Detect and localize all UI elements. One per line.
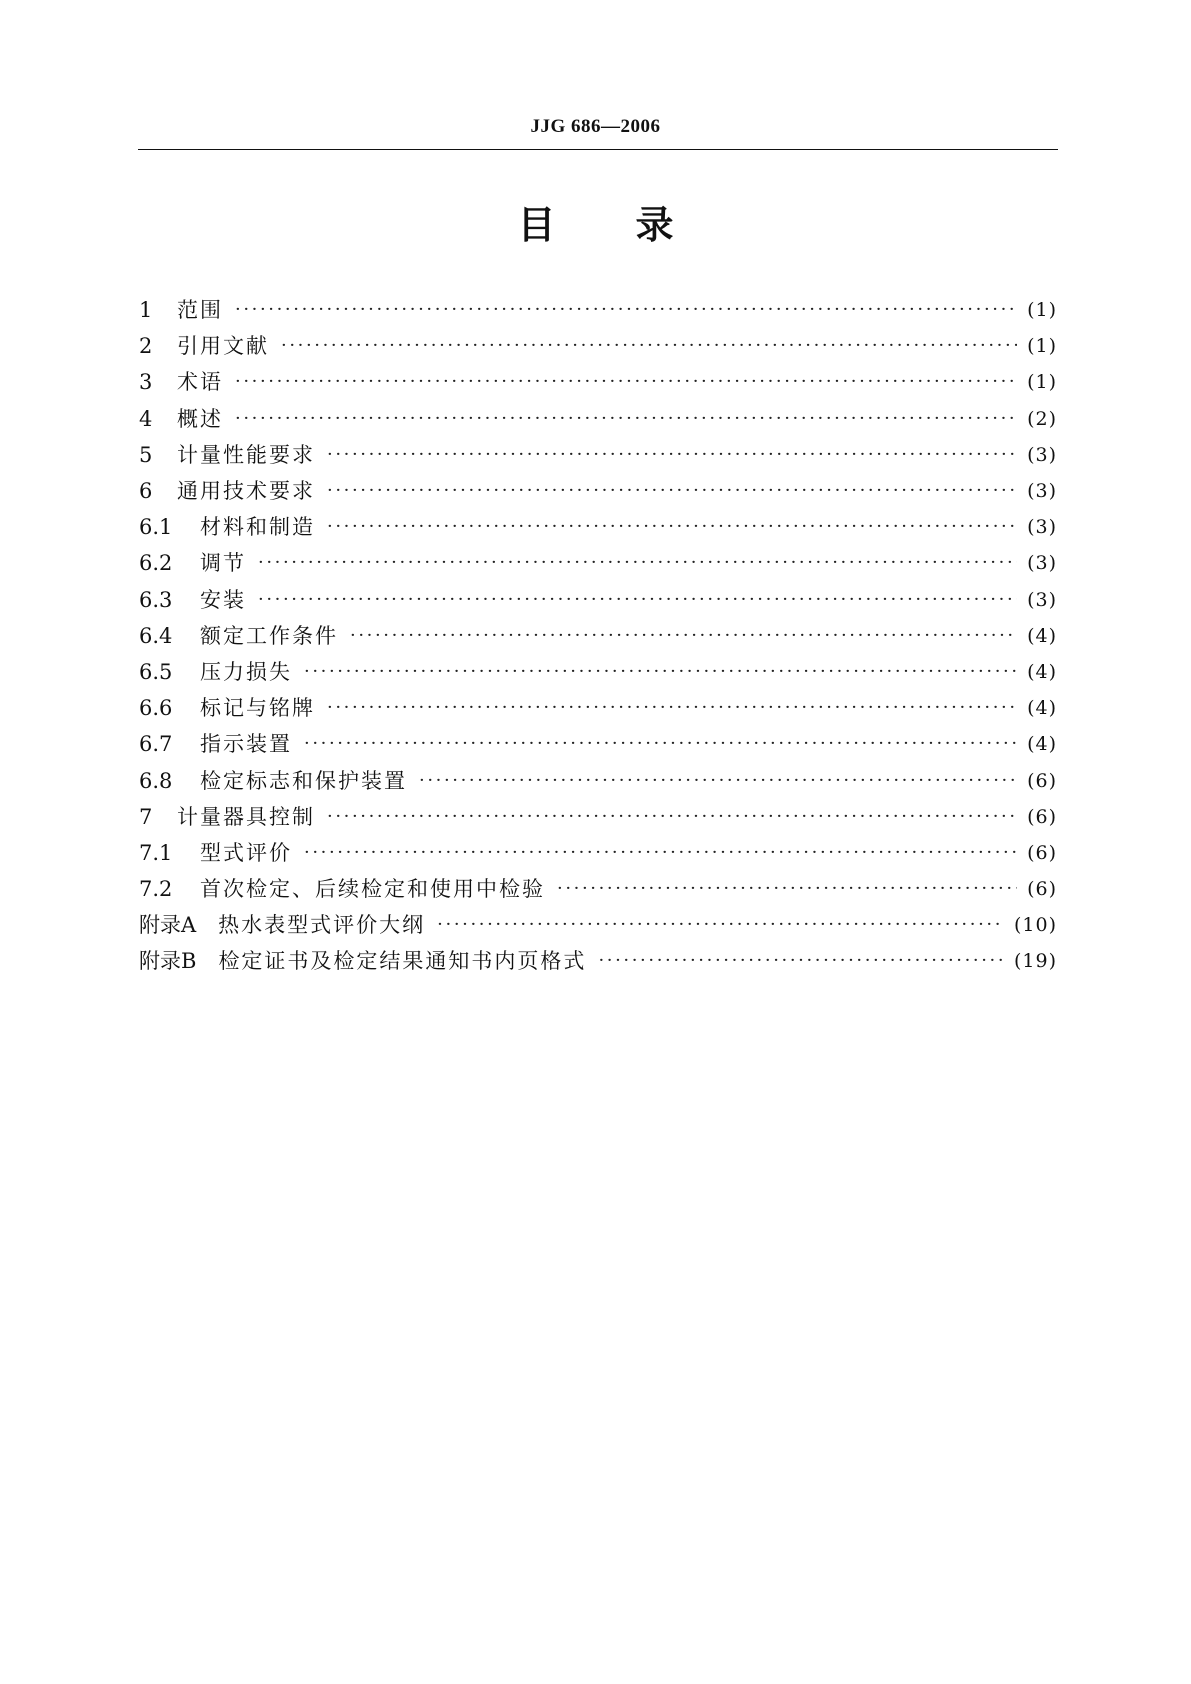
toc-leader-dots xyxy=(304,835,1017,871)
toc-number: 6.6 xyxy=(139,696,173,721)
toc-entry-6-2[interactable] xyxy=(139,545,1057,581)
toc-entry-6-1[interactable] xyxy=(139,509,1057,545)
toc-label: 计量性能要求 xyxy=(177,442,315,467)
toc-leader-dots xyxy=(598,943,1004,979)
toc-label: 检定证书及检定结果通知书内页格式 xyxy=(218,949,587,974)
toc-leader-dots xyxy=(304,726,1017,762)
toc-label: 压力损失 xyxy=(200,659,292,684)
toc-entry-appendix-a[interactable] xyxy=(139,907,1057,943)
toc-number: 6.4 xyxy=(139,623,173,648)
toc-number: 6 xyxy=(139,479,153,504)
toc-page: (4) xyxy=(1027,624,1057,647)
toc-number: 3 xyxy=(139,370,153,395)
toc-entry-6[interactable] xyxy=(139,473,1057,509)
toc-number: 6.8 xyxy=(139,768,173,793)
toc-leader-dots xyxy=(419,763,1017,799)
toc-leader-dots xyxy=(258,545,1017,581)
toc-entry-6-7[interactable] xyxy=(139,726,1057,762)
toc-page: (3) xyxy=(1027,480,1057,503)
toc-label: 热水表型式评价大纲 xyxy=(218,913,426,938)
toc-page: (2) xyxy=(1027,407,1057,430)
toc-page: (1) xyxy=(1027,335,1057,358)
toc-number: 6.5 xyxy=(139,659,173,684)
toc-entry-6-4[interactable] xyxy=(139,618,1057,654)
toc-label: 范围 xyxy=(177,298,223,323)
toc-entry-2[interactable] xyxy=(139,328,1057,364)
toc-number: 5 xyxy=(139,442,153,467)
toc-number: 附录B xyxy=(139,949,197,974)
toc-label: 检定标志和保护装置 xyxy=(200,768,407,793)
toc-entry-appendix-b[interactable] xyxy=(139,943,1057,979)
toc-page: (4) xyxy=(1027,733,1057,756)
toc-leader-dots xyxy=(235,292,1017,328)
toc-page: (6) xyxy=(1027,805,1057,828)
toc-label: 引用文献 xyxy=(177,334,269,359)
toc-page: (1) xyxy=(1027,299,1057,322)
toc-number: 6.2 xyxy=(139,551,173,576)
document-code-header: JJG 686—2006 xyxy=(530,116,661,137)
toc-leader-dots xyxy=(327,437,1017,473)
toc-page: (3) xyxy=(1027,516,1057,539)
toc-leader-dots xyxy=(258,582,1017,618)
toc-label: 调节 xyxy=(200,551,246,576)
toc-label: 材料和制造 xyxy=(200,515,315,540)
toc-leader-dots xyxy=(557,871,1017,907)
toc-entry-4[interactable] xyxy=(139,401,1057,437)
toc-number: 7 xyxy=(139,804,153,829)
toc-entry-7-2[interactable] xyxy=(139,871,1057,907)
toc-entry-6-3[interactable] xyxy=(139,582,1057,618)
toc-label: 概述 xyxy=(177,406,223,431)
toc-label: 首次检定、后续检定和使用中检验 xyxy=(200,877,545,902)
toc-page: (6) xyxy=(1027,841,1057,864)
toc-label: 标记与铭牌 xyxy=(200,696,315,721)
toc-label: 计量器具控制 xyxy=(177,804,315,829)
toc-leader-dots xyxy=(327,690,1017,726)
toc-page: (19) xyxy=(1013,950,1057,973)
toc-entry-3[interactable] xyxy=(139,364,1057,400)
toc-label: 安装 xyxy=(200,587,246,612)
toc-entry-5[interactable] xyxy=(139,437,1057,473)
toc-number: 7.1 xyxy=(139,840,173,865)
toc-entry-6-6[interactable] xyxy=(139,690,1057,726)
toc-number: 7.2 xyxy=(139,877,173,902)
toc-number: 6.7 xyxy=(139,732,173,757)
toc-leader-dots xyxy=(327,799,1017,835)
toc-page: (1) xyxy=(1027,371,1057,394)
toc-leader-dots xyxy=(350,618,1017,654)
toc-number: 6.1 xyxy=(139,515,173,540)
toc-number: 2 xyxy=(139,334,153,359)
title-char-2: 录 xyxy=(635,203,674,247)
toc-leader-dots xyxy=(327,509,1017,545)
toc-page: (10) xyxy=(1013,914,1057,937)
toc-number: 附录A xyxy=(139,913,197,938)
toc-leader-dots xyxy=(437,907,1004,943)
toc-entry-1[interactable] xyxy=(139,292,1057,328)
toc-number: 4 xyxy=(139,406,153,431)
toc-page: (4) xyxy=(1027,697,1057,720)
toc-leader-dots xyxy=(304,654,1017,690)
toc-page: (4) xyxy=(1027,660,1057,683)
toc-page: (3) xyxy=(1027,443,1057,466)
toc-label: 指示装置 xyxy=(200,732,292,757)
toc-entry-7-1[interactable] xyxy=(139,835,1057,871)
toc-page: (6) xyxy=(1027,878,1057,901)
toc-page: (3) xyxy=(1027,588,1057,611)
toc-page: (3) xyxy=(1027,552,1057,575)
toc-leader-dots xyxy=(235,401,1017,437)
toc-leader-dots xyxy=(235,364,1017,400)
toc-label: 型式评价 xyxy=(200,840,292,865)
toc-number: 1 xyxy=(139,298,153,323)
header-divider xyxy=(138,149,1058,150)
toc-number: 6.3 xyxy=(139,587,173,612)
toc-leader-dots xyxy=(281,328,1017,364)
table-of-contents xyxy=(139,292,1057,980)
toc-label: 额定工作条件 xyxy=(200,623,338,648)
toc-entry-6-5[interactable] xyxy=(139,654,1057,690)
toc-entry-7[interactable] xyxy=(139,799,1057,835)
page-title xyxy=(0,200,1191,250)
toc-entry-6-8[interactable] xyxy=(139,762,1057,798)
toc-label: 术语 xyxy=(177,370,223,395)
toc-label: 通用技术要求 xyxy=(177,479,315,504)
title-char-1: 目 xyxy=(517,203,556,247)
toc-page: (6) xyxy=(1027,769,1057,792)
toc-leader-dots xyxy=(327,473,1017,509)
